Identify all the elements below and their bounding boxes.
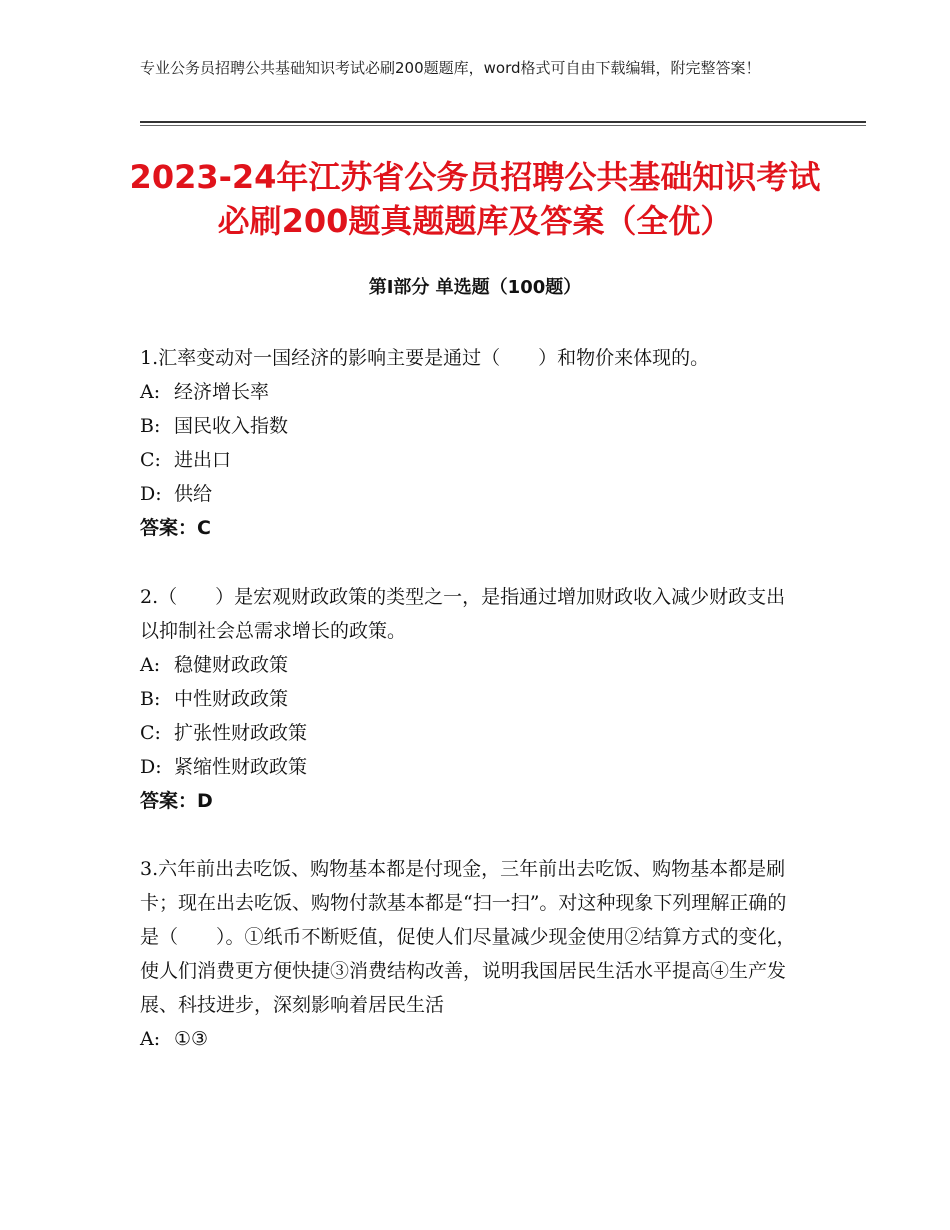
question-text: 2.（ ）是宏观财政政策的类型之一，是指通过增加财政收入减少财政支出以抑制社会总需求增长的政策。 <box>140 586 786 642</box>
question-text: 3.六年前出去吃饭、购物基本都是付现金，三年前出去吃饭、购物基本都是刷卡；现在出去吃饭、购物付款基本都是“扫一扫”。对这种现象下列理解正确的是（ ）。①纸币不断贬值，促使人们尽量减少现金使用②结算方式的变化，使人们消费更方便快捷③消费结构改善，说明我国居民生活水平提高④生产发展、科技进步，深刻影响着居民生活 <box>140 858 796 1016</box>
answer-line: 答案：D <box>140 790 213 812</box>
option-text: 稳健财政政策 <box>174 654 289 676</box>
option-key: B: <box>140 688 161 710</box>
option-text: 进出口 <box>174 449 232 471</box>
option-text: 中性财政政策 <box>174 688 289 710</box>
option-b <box>140 682 800 716</box>
option-text: 国民收入指数 <box>174 415 289 437</box>
question-3 <box>140 852 800 1056</box>
option-key: B: <box>140 415 161 437</box>
option-key: C: <box>140 449 161 471</box>
option-text: 扩张性财政政策 <box>174 722 308 744</box>
header-note: 专业公务员招聘公共基础知识考试必刷200题题库，word格式可自由下载编辑，附完整答案！ <box>140 59 761 77</box>
option-a <box>140 648 800 682</box>
section-title: 第Ⅰ部分 单选题（100题） <box>368 277 582 298</box>
option-text: ①③ <box>174 1028 209 1050</box>
option-key: A: <box>140 1028 161 1050</box>
question-text: 1.汇率变动对一国经济的影响主要是通过（ ）和物价来体现的。 <box>140 347 710 369</box>
question-2 <box>140 580 800 818</box>
option-b <box>140 409 800 443</box>
option-c <box>140 443 800 477</box>
document-title: 2023-24年江苏省公务员招聘公共基础知识考试必刷200题真题题库及答案（全优） <box>129 158 821 240</box>
option-d <box>140 750 800 784</box>
option-text: 经济增长率 <box>174 381 270 403</box>
option-text: 供给 <box>174 483 213 505</box>
option-key: A: <box>140 381 161 403</box>
option-key: D: <box>140 483 162 505</box>
option-text: 紧缩性财政政策 <box>174 756 308 778</box>
option-a <box>140 1022 800 1056</box>
option-a <box>140 375 800 409</box>
option-c <box>140 716 800 750</box>
option-key: C: <box>140 722 161 744</box>
option-d <box>140 477 800 511</box>
option-key: D: <box>140 756 162 778</box>
header-rule-thick <box>140 121 866 123</box>
question-1 <box>140 341 800 545</box>
answer-line: 答案：C <box>140 517 211 539</box>
option-key: A: <box>140 654 161 676</box>
header-rule-thin <box>140 125 866 126</box>
